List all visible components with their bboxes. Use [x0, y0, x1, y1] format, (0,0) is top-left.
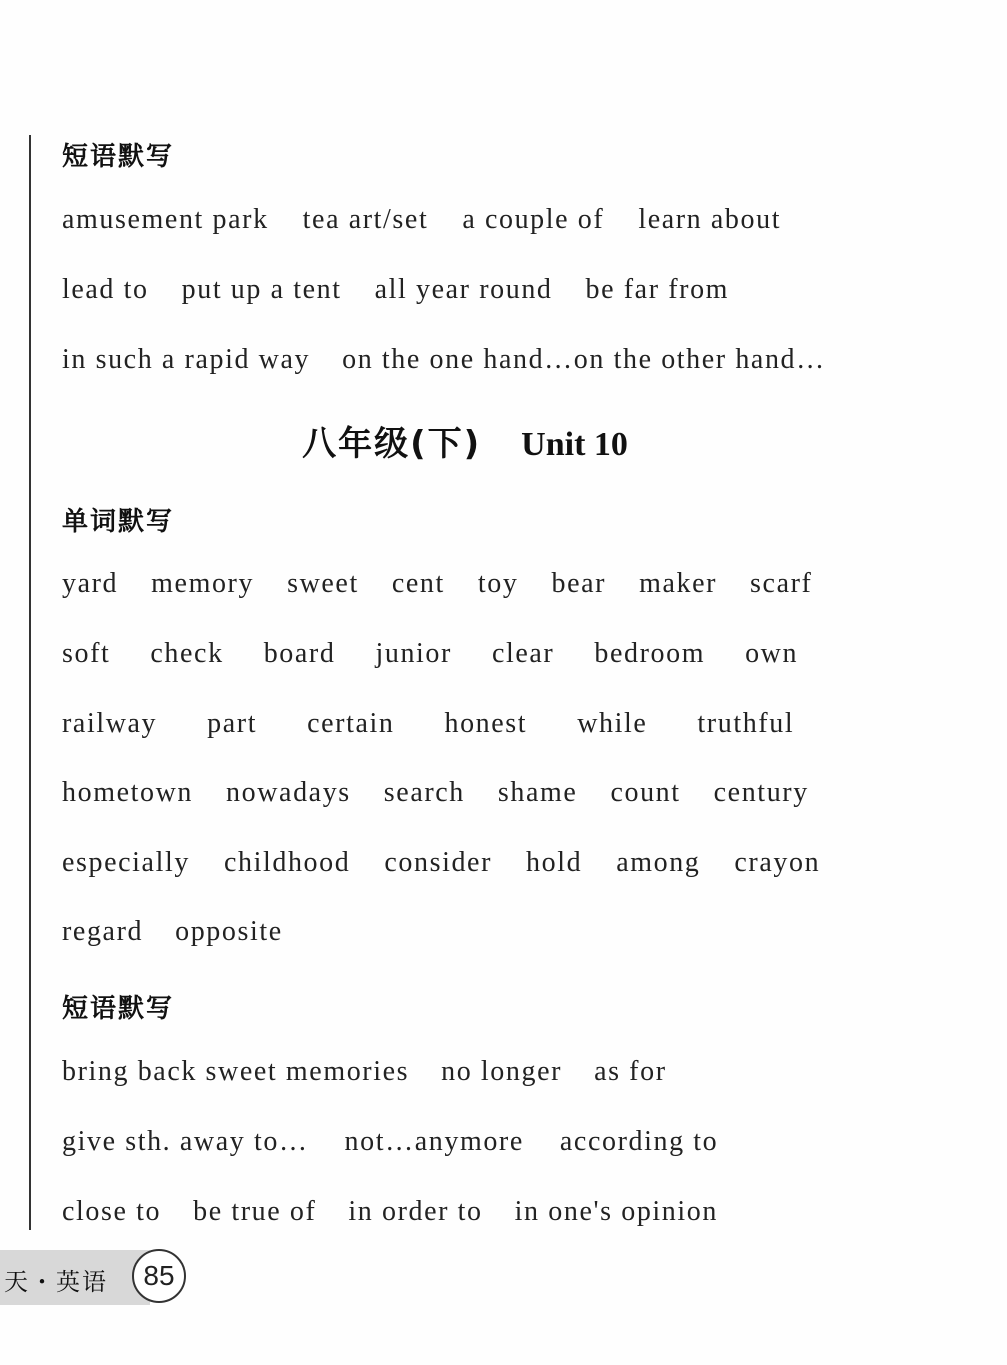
- entry: crayon: [734, 847, 821, 878]
- entry: certain: [307, 708, 395, 739]
- entry: toy: [477, 568, 519, 599]
- entry: no longer: [441, 1056, 563, 1087]
- entry: clear: [491, 638, 555, 669]
- phrase-row: [62, 1126, 718, 1158]
- entry: scarf: [750, 568, 813, 599]
- entry: according to: [559, 1126, 719, 1157]
- phrase-row: [62, 1056, 667, 1088]
- entry: century: [713, 777, 809, 808]
- page-number: 85: [132, 1249, 186, 1303]
- phrase-row: [62, 204, 781, 236]
- entry: be far from: [585, 274, 730, 305]
- entry: own: [745, 638, 799, 669]
- entry: learn about: [638, 204, 782, 235]
- entry: childhood: [223, 847, 351, 878]
- footer-label: 天・英语: [4, 1268, 108, 1296]
- entry: sweet: [287, 568, 359, 599]
- entry: truthful: [697, 708, 795, 739]
- word-row: [62, 777, 809, 809]
- entry: soft: [62, 638, 111, 669]
- entry: shame: [497, 777, 578, 808]
- unit-label: Unit 10: [521, 426, 628, 463]
- entry: nowadays: [226, 777, 351, 808]
- section-heading-words: 单词默写: [62, 507, 175, 537]
- word-row: [62, 916, 283, 948]
- entry: among: [616, 847, 701, 878]
- entry: yard: [62, 568, 119, 599]
- entry: bedroom: [594, 638, 706, 669]
- entry: in such a rapid way: [62, 344, 311, 375]
- entry: board: [263, 638, 336, 669]
- entry: honest: [444, 708, 528, 739]
- unit-title: [0, 416, 930, 465]
- entry: search: [383, 777, 465, 808]
- entry: put up a tent: [181, 274, 342, 305]
- entry: amusement park: [62, 204, 269, 235]
- entry: hold: [526, 847, 583, 878]
- entry: maker: [639, 568, 718, 599]
- entry: cent: [391, 568, 445, 599]
- entry: regard: [62, 916, 144, 947]
- entry: part: [207, 708, 258, 739]
- entry: close to: [62, 1196, 162, 1227]
- section-heading-phrases-1: 短语默写: [62, 142, 175, 172]
- entry: all year round: [374, 274, 553, 305]
- word-row: [62, 638, 798, 670]
- entry: especially: [62, 847, 190, 878]
- entry: tea art/set: [302, 204, 429, 235]
- entry: hometown: [62, 777, 194, 808]
- margin-rule: [29, 135, 31, 1230]
- entry: consider: [384, 847, 492, 878]
- entry: give sth. away to…: [62, 1126, 309, 1157]
- entry: bring back sweet memories: [62, 1056, 410, 1087]
- entry: check: [150, 638, 224, 669]
- entry: bear: [551, 568, 607, 599]
- entry: while: [577, 708, 648, 739]
- entry: be true of: [193, 1196, 317, 1227]
- entry: a couple of: [462, 204, 605, 235]
- phrase-row: [62, 344, 826, 376]
- entry: not…anymore: [344, 1126, 524, 1157]
- entry: memory: [151, 568, 255, 599]
- entry: railway: [62, 708, 158, 739]
- entry: lead to: [62, 274, 149, 305]
- section-heading-phrases-2: 短语默写: [62, 994, 175, 1024]
- word-row: [62, 708, 794, 740]
- entry: opposite: [175, 916, 283, 947]
- entry: in order to: [348, 1196, 483, 1227]
- grade-label: 八年级(下): [302, 424, 482, 464]
- word-row: [62, 847, 820, 879]
- entry: junior: [375, 638, 452, 669]
- phrase-row: [62, 1196, 718, 1228]
- phrase-row: [62, 274, 729, 306]
- entry: on the one hand…on the other hand…: [342, 344, 826, 375]
- entry: in one's opinion: [514, 1196, 718, 1227]
- entry: as for: [594, 1056, 667, 1087]
- word-row: [62, 568, 812, 600]
- entry: count: [610, 777, 681, 808]
